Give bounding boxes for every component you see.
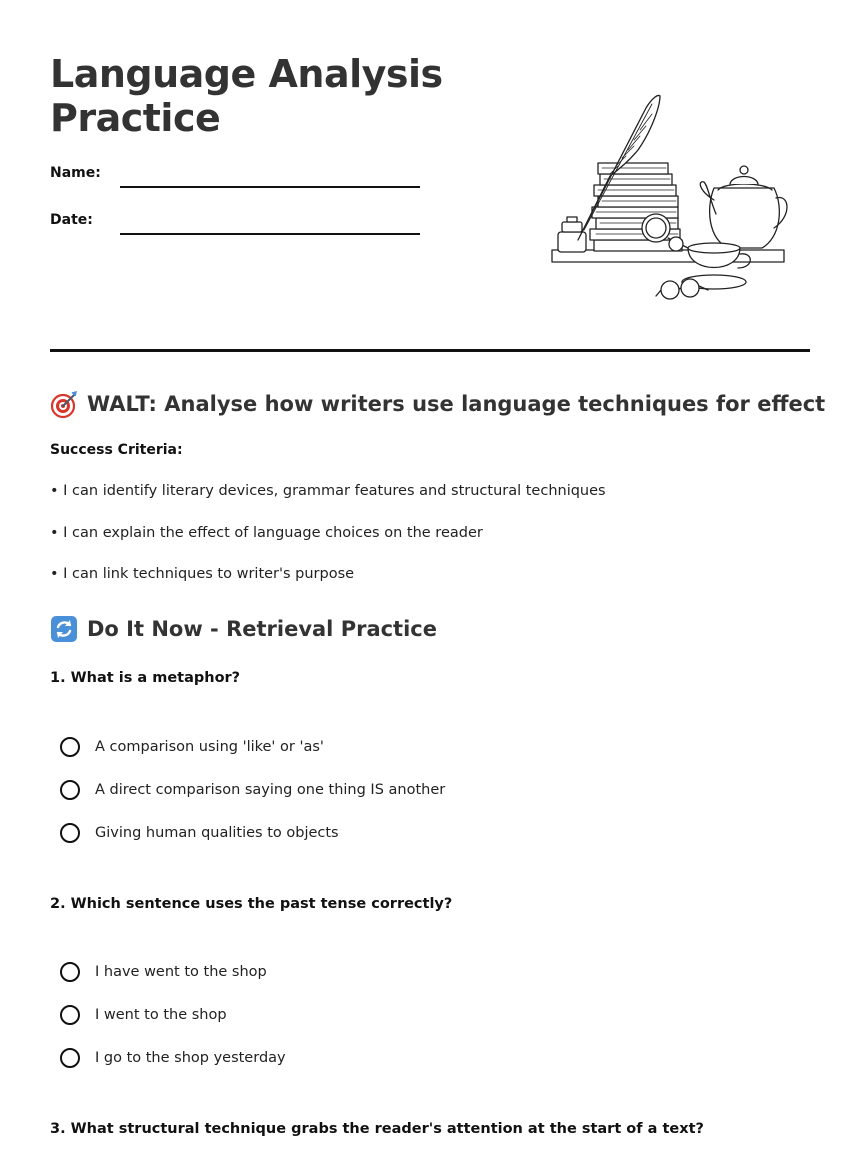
radio-button[interactable] bbox=[60, 1005, 80, 1025]
option-label: Giving human qualities to objects bbox=[95, 825, 339, 841]
do-it-now-heading-text: Do It Now - Retrieval Practice bbox=[87, 617, 437, 641]
option-label: A comparison using 'like' or 'as' bbox=[95, 739, 324, 755]
name-label: Name: bbox=[50, 165, 101, 181]
question-2: 2. Which sentence uses the past tense correctly? bbox=[50, 896, 453, 912]
radio-button[interactable] bbox=[60, 962, 80, 982]
radio-button[interactable] bbox=[60, 780, 80, 800]
date-answer-line[interactable] bbox=[120, 233, 420, 235]
option-label: A direct comparison saying one thing IS another bbox=[95, 782, 446, 798]
option-label: I go to the shop yesterday bbox=[95, 1050, 286, 1066]
walt-heading-text: WALT: Analyse how writers use language techniques for effect bbox=[87, 392, 826, 416]
success-criteria-label: Success Criteria: bbox=[50, 442, 183, 458]
walt-heading bbox=[50, 390, 825, 418]
radio-button[interactable] bbox=[60, 1048, 80, 1068]
header-divider bbox=[50, 349, 810, 352]
question-1-option-b[interactable] bbox=[60, 777, 445, 803]
success-criterion: • I can identify literary devices, grammar features and structural techniques bbox=[50, 483, 606, 499]
name-answer-line[interactable] bbox=[120, 186, 420, 188]
radio-button[interactable] bbox=[60, 737, 80, 757]
radio-button[interactable] bbox=[60, 823, 80, 843]
question-2-option-a[interactable] bbox=[60, 959, 267, 985]
question-1: 1. What is a metaphor? bbox=[50, 670, 241, 686]
do-it-now-heading bbox=[50, 615, 437, 643]
question-2-option-c[interactable] bbox=[60, 1045, 286, 1071]
date-field-row bbox=[50, 212, 420, 236]
date-label: Date: bbox=[50, 212, 93, 228]
repeat-arrows-icon bbox=[50, 615, 78, 643]
question-1-option-a[interactable] bbox=[60, 734, 324, 760]
name-field-row bbox=[50, 165, 420, 189]
option-label: I have went to the shop bbox=[95, 964, 267, 980]
books-teapot-illustration bbox=[548, 90, 788, 305]
target-dart-icon bbox=[50, 390, 78, 418]
question-3: 3. What structural technique grabs the reader's attention at the start of a text? bbox=[50, 1121, 704, 1137]
page-title: Language Analysis Practice bbox=[50, 52, 443, 140]
success-criterion: • I can explain the effect of language choices on the reader bbox=[50, 525, 483, 541]
option-label: I went to the shop bbox=[95, 1007, 227, 1023]
worksheet-page bbox=[50, 0, 826, 1161]
question-2-option-b[interactable] bbox=[60, 1002, 227, 1028]
question-1-option-c[interactable] bbox=[60, 820, 339, 846]
success-criterion: • I can link techniques to writer's purpose bbox=[50, 566, 355, 582]
